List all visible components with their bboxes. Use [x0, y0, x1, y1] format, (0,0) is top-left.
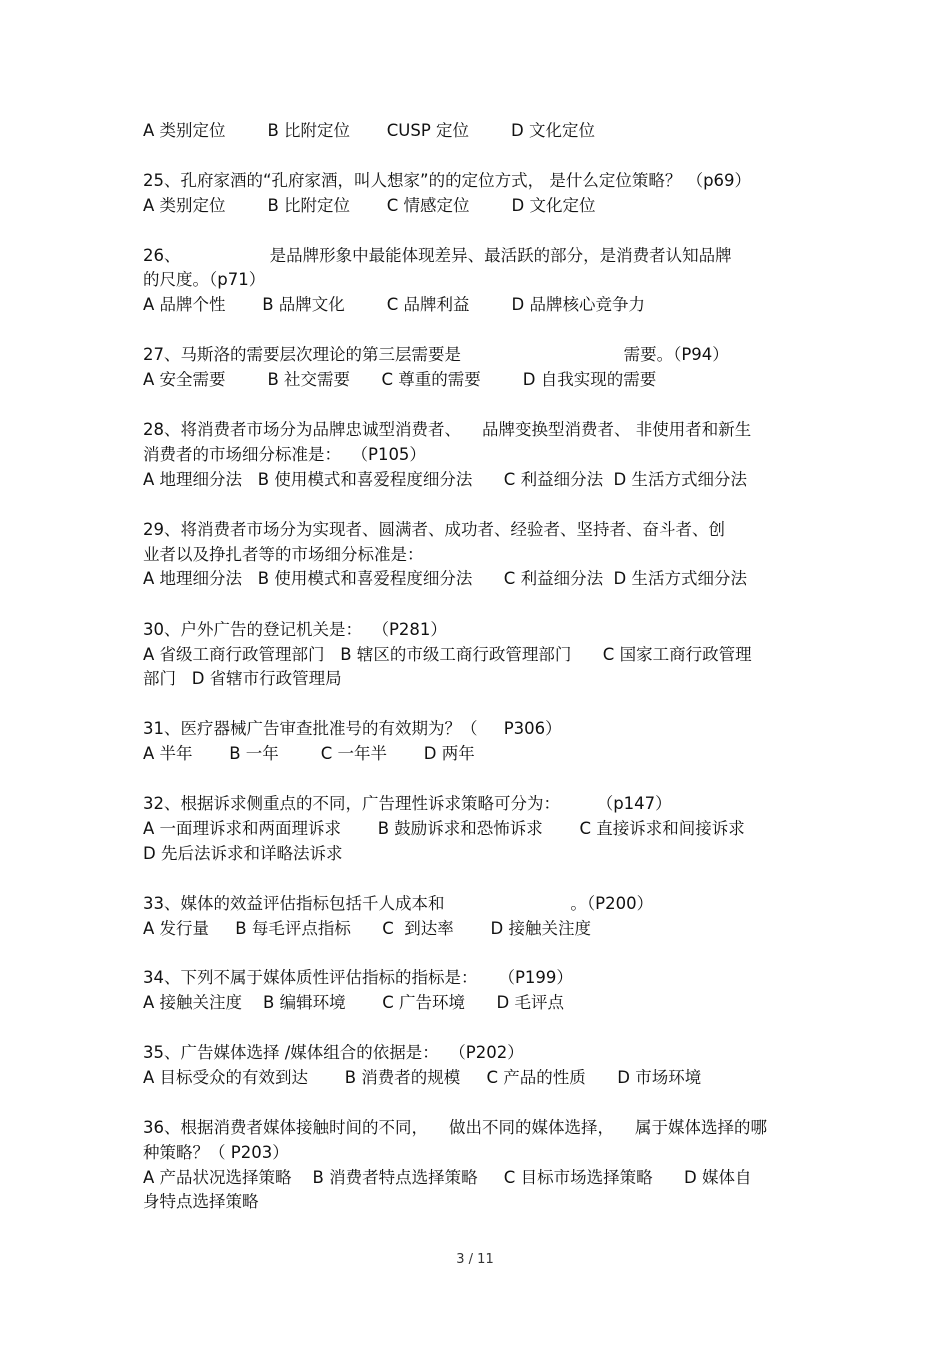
options-36: A 产品状况选择策略 B 消费者特点选择策略 C 目标市场选择策略 D 媒体自 — [143, 1168, 752, 1187]
options-25: A 类别定位 B 比附定位 C 情感定位 D 文化定位 — [143, 196, 596, 215]
options-26: A 品牌个性 B 品牌文化 C 品牌利益 D 品牌核心竞争力 — [143, 295, 645, 314]
options-30: A 省级工商行政管理部门 B 辖区的市级工商行政管理部门 C 国家工商行政管理 — [143, 645, 752, 664]
text-line: A 类别定位 B 比附定位 CUSP 定位 D 文化定位 — [143, 121, 595, 140]
question-29: 29、将消费者市场分为实现者、圆满者、成功者、经验者、坚持者、奋斗者、创 — [143, 520, 725, 539]
options-31: A 半年 B 一年 C 一年半 D 两年 — [143, 744, 475, 763]
question-36: 36、根据消费者媒体接触时间的不同， 做出不同的媒体选择， 属于媒体选择的哪 — [143, 1118, 767, 1137]
options-33: A 发行量 B 每毛评点指标 C 到达率 D 接触关注度 — [143, 919, 591, 938]
options-36-cont: 身特点选择策略 — [143, 1192, 259, 1211]
options-29: A 地理细分法 B 使用模式和喜爱程度细分法 C 利益细分法 D 生活方式细分法 — [143, 569, 748, 588]
options-32: A 一面理诉求和两面理诉求 B 鼓励诉求和恐怖诉求 C 直接诉求和间接诉求 — [143, 819, 745, 838]
question-25: 25、孔府家酒的“孔府家酒，叫人想家”的的定位方式， 是什么定位策略？ （p69） — [143, 171, 752, 190]
question-36-cont: 种策略？（ P203） — [143, 1143, 289, 1162]
question-28-cont: 消费者的市场细分标准是： （P105） — [143, 445, 426, 464]
question-27: 27、马斯洛的需要层次理论的第三层需要是 需要。（P94） — [143, 345, 729, 364]
page-number: 3 / 11 — [456, 1252, 494, 1267]
question-29-cont: 业者以及挣扎者等的市场细分标准是： — [143, 545, 424, 564]
question-26: 26、 是品牌形象中最能体现差异、最活跃的部分，是消费者认知品牌 — [143, 246, 732, 265]
question-26-cont: 的尺度。（p71） — [143, 270, 266, 289]
options-30-cont: 部门 D 省辖市行政管理局 — [143, 669, 342, 688]
options-34: A 接触关注度 B 编辑环境 C 广告环境 D 毛评点 — [143, 993, 564, 1012]
question-35: 35、广告媒体选择 /媒体组合的依据是： （P202） — [143, 1043, 524, 1062]
options-28: A 地理细分法 B 使用模式和喜爱程度细分法 C 利益细分法 D 生活方式细分法 — [143, 470, 748, 489]
question-28: 28、将消费者市场分为品牌忠诚型消费者、 品牌变换型消费者、 非使用者和新生 — [143, 420, 752, 439]
options-32-cont: D 先后法诉求和详略法诉求 — [143, 844, 343, 863]
options-27: A 安全需要 B 社交需要 C 尊重的需要 D 自我实现的需要 — [143, 370, 657, 389]
question-31: 31、医疗器械广告审查批准号的有效期为？（ P306） — [143, 719, 562, 738]
question-32: 32、根据诉求侧重点的不同，广告理性诉求策略可分为： （p147） — [143, 794, 672, 813]
question-33: 33、媒体的效益评估指标包括千人成本和 。（P200） — [143, 894, 654, 913]
question-34: 34、下列不属于媒体质性评估指标的指标是： （P199） — [143, 968, 573, 987]
options-35: A 目标受众的有效到达 B 消费者的规模 C 产品的性质 D 市场环境 — [143, 1068, 702, 1087]
question-30: 30、户外广告的登记机关是： （P281） — [143, 620, 447, 639]
